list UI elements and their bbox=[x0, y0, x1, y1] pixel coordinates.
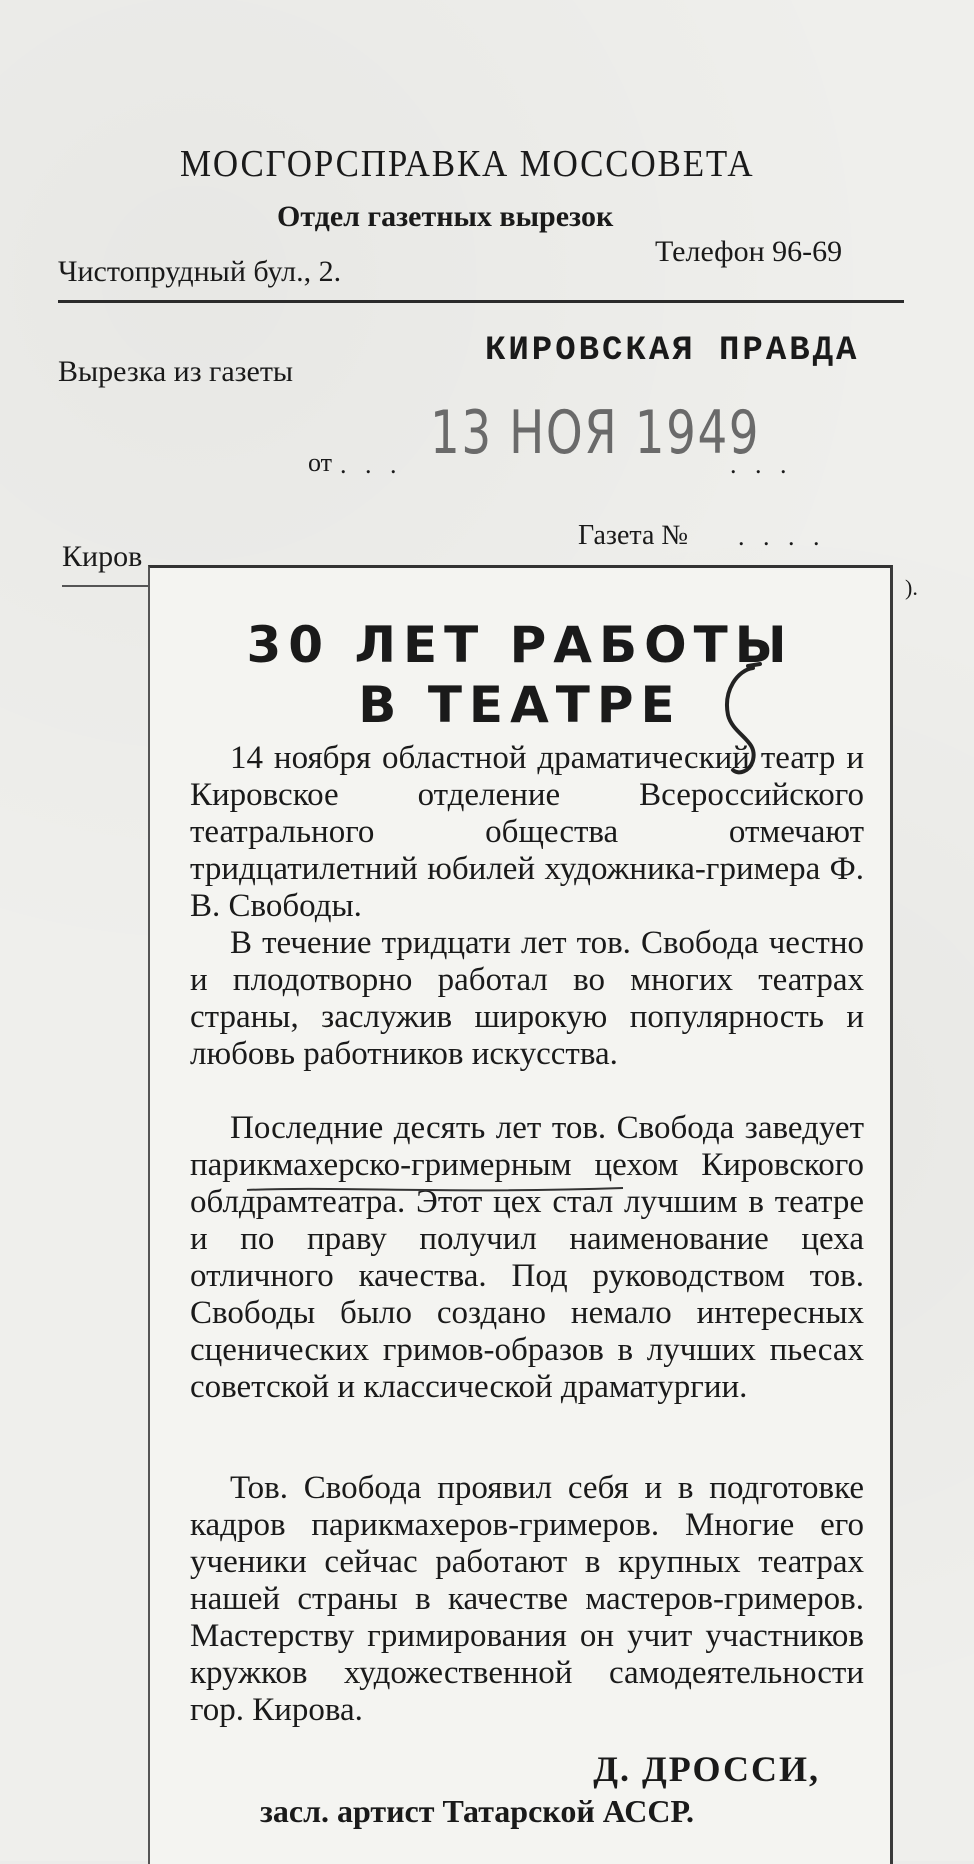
newspaper-clipping bbox=[148, 565, 893, 1864]
header-divider bbox=[58, 300, 904, 303]
edge-fragment: ). bbox=[905, 575, 918, 600]
author-title: засл. артист Татарской АССР. bbox=[260, 1793, 695, 1829]
article-paragraph: Тов. Свобода проявил себя и в подготовке кадров парикмахеров-гримеров. Многие его ученики сейчас работают в крупных театрах нашей страны в качестве мастеров-гримеров. Мастерству гримирования он учит участников кружков художественной самодеятельности гор. Кирова. bbox=[190, 1470, 864, 1728]
article-paragraph: Последние десять лет тов. Свобода заведует парикмахерско-гримерным цехом Кировского облдрамтеатра. Этот цех стал лучшим в театре и по праву получил наименование цеха отличного качества. Под руководством тов. Свободы было создано немало интересных сценических гримов-образов в лучших пьесах советской и классической драматургии. bbox=[190, 1110, 864, 1405]
phone-number: Телефон 96-69 bbox=[655, 235, 843, 268]
date-stamp: 13 НОЯ 1949 bbox=[430, 398, 761, 468]
address: Чистопрудный бул., 2. bbox=[58, 255, 342, 288]
headline-line-2: В ТЕАТРЕ bbox=[358, 676, 682, 734]
headline-line-1: 30 ЛЕТ РАБОТЫ bbox=[246, 616, 794, 674]
date-dots: . . . bbox=[340, 450, 403, 479]
date-label: от bbox=[308, 448, 333, 477]
article-paragraph: 14 ноября областной драматический театр и Кировское отделение Всероссийского театрального общества отмечают тридцатилетний юбилей художника-гримера Ф. В. Свободы. bbox=[190, 740, 864, 924]
newspaper-name: КИРОВСКАЯ ПРАВДА bbox=[485, 332, 860, 370]
pen-underline bbox=[245, 1182, 625, 1196]
city: Киров bbox=[62, 540, 143, 573]
city-underline bbox=[62, 585, 152, 587]
date-dots-end: . . . bbox=[730, 450, 793, 479]
clipping-label: Вырезка из газеты bbox=[58, 355, 294, 388]
issue-dots: . . . . bbox=[738, 522, 826, 551]
organization-title: МОСГОРСПРАВКА МОССОВЕТА bbox=[180, 143, 755, 185]
author-signature: Д. ДРОССИ, bbox=[593, 1749, 820, 1789]
department-name: Отдел газетных вырезок bbox=[277, 200, 614, 233]
issue-label: Газета № bbox=[578, 520, 689, 551]
article-paragraph: В течение тридцати лет тов. Свобода честно и плодотворно работал во многих театрах страны, заслужив широкую популярность и любовь работников искусства. bbox=[190, 925, 864, 1072]
